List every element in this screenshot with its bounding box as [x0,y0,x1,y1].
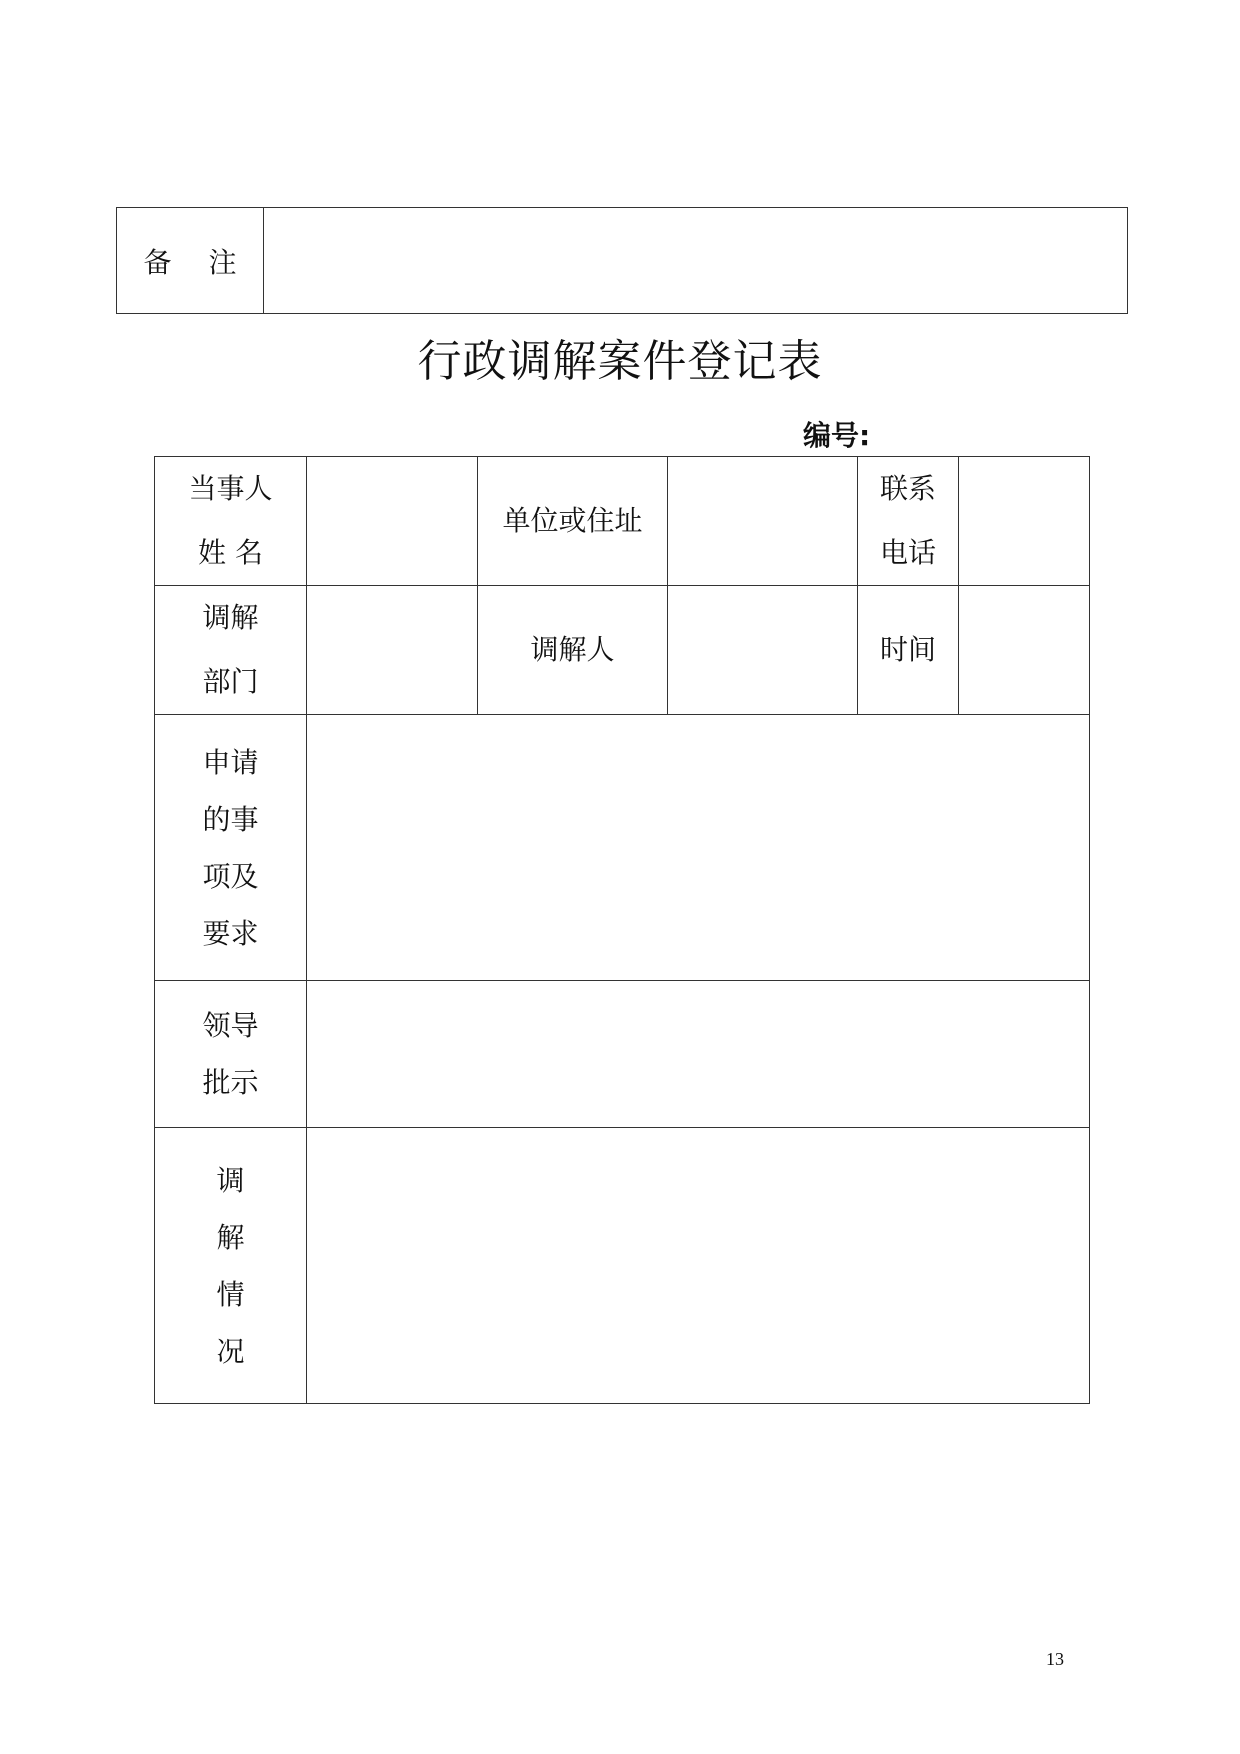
party-name-label: 当事人 姓 名 [155,457,307,586]
table-row [155,1128,1090,1404]
table-row [155,586,1090,715]
remark-label: 备 注 [117,208,264,314]
remark-field[interactable] [264,208,1128,314]
leader-instruction-label: 领导 批示 [155,981,307,1128]
department-field[interactable] [307,586,478,715]
remark-table [116,207,1128,314]
mediator-label: 调解人 [478,586,668,715]
registration-table [154,456,1090,1404]
document-title: 行政调解案件登记表 [417,336,823,387]
mediator-field[interactable] [668,586,858,715]
page-number: 13 [1046,1649,1064,1669]
table-row [155,715,1090,981]
phone-label: 联系 电话 [858,457,959,586]
serial-number-label: 编号: [803,419,871,452]
party-name-field[interactable] [307,457,478,586]
department-label: 调解 部门 [155,586,307,715]
leader-instruction-field[interactable] [307,981,1090,1128]
request-label: 申请 的事 项及 要求 [155,715,307,981]
table-row [155,457,1090,586]
request-field[interactable] [307,715,1090,981]
mediation-situation-label: 调 解 情 况 [155,1128,307,1404]
time-label: 时间 [858,586,959,715]
address-label: 单位或住址 [478,457,668,586]
table-row [155,981,1090,1128]
time-field[interactable] [959,586,1090,715]
address-field[interactable] [668,457,858,586]
mediation-situation-field[interactable] [307,1128,1090,1404]
phone-field[interactable] [959,457,1090,586]
